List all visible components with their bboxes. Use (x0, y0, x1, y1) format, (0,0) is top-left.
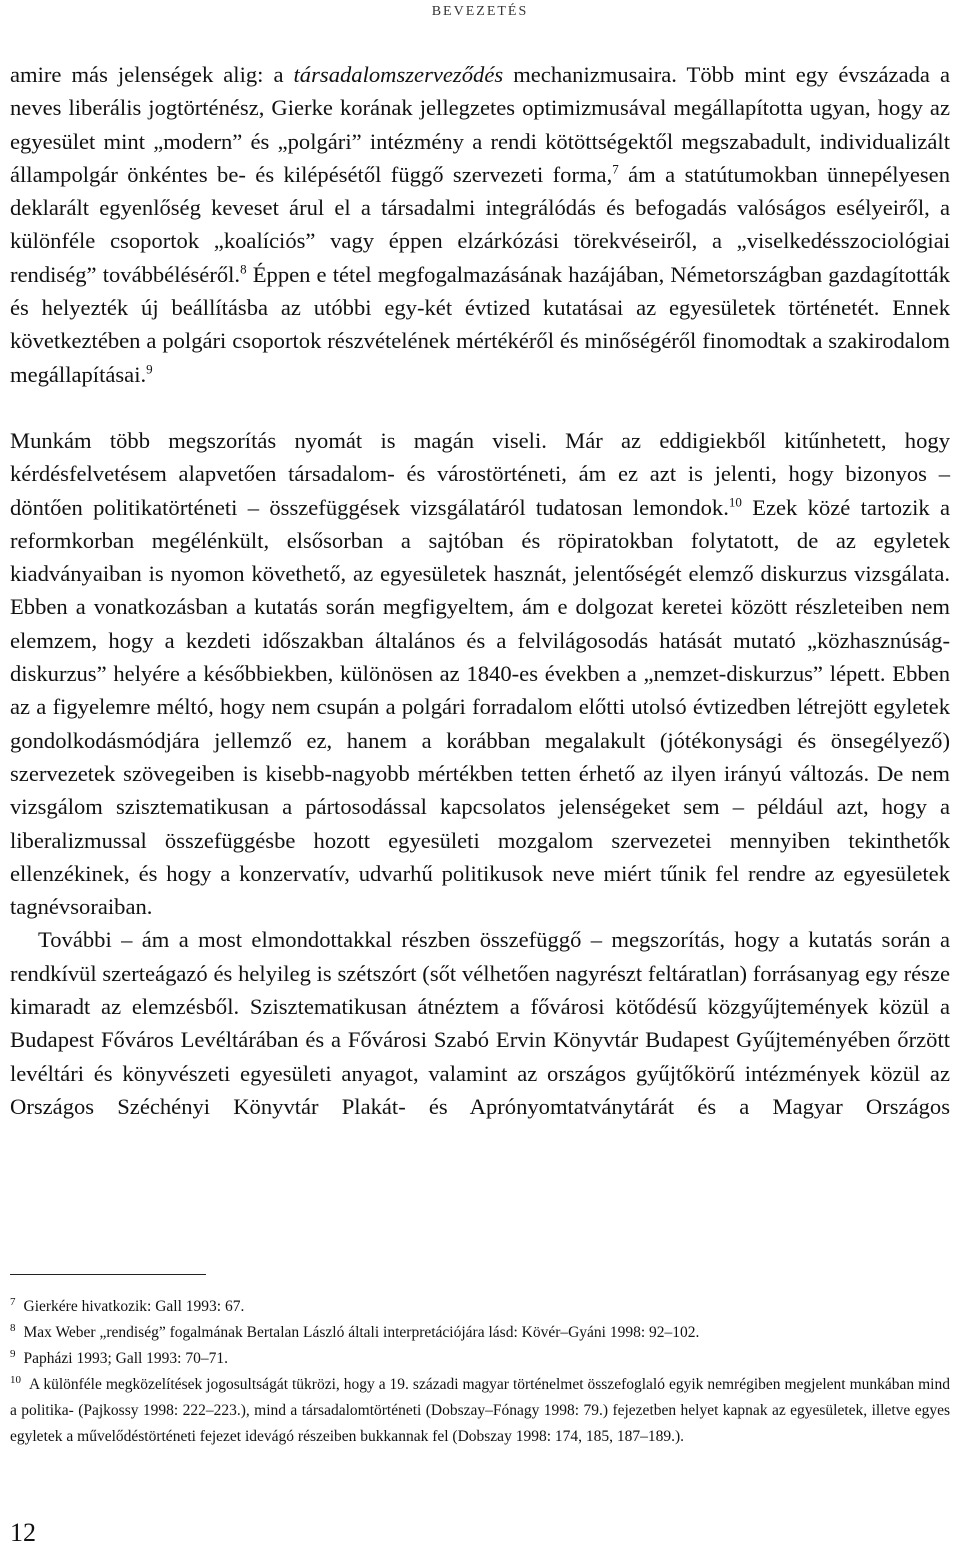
page-number: 12 (10, 1518, 36, 1547)
footnote-ref-8[interactable]: 8 (240, 261, 247, 277)
paragraph-1 (10, 58, 950, 391)
footnote-number: 8 (10, 1321, 16, 1334)
footnotes (10, 1294, 950, 1450)
footnote-8 (10, 1320, 950, 1346)
footnote-separator (10, 1274, 206, 1275)
footnote-10 (10, 1372, 950, 1450)
footnote-text: Max Weber „rendiség” fogalmának Bertalan László általi interpretációjára lásd: Kövér–Gyáni 1998: 92–102. (23, 1324, 700, 1341)
paragraph-1-part-c: ám a statútumokban ünnepélyesen deklarált egyenlőség keveset árul el a társadalmi integrálódás és befogadás valóságos esélyeiről, a különféle csoportok „koalíciós” vagy éppen elzárkózási törekvéseiről, a „viselkedésszociológiai rendiség” továbbéléséről. (10, 161, 950, 287)
paragraph-1-part-a: amire más jelenségek alig: a (10, 62, 294, 87)
footnote-7 (10, 1294, 950, 1320)
footnote-ref-9[interactable]: 9 (146, 361, 153, 377)
footnote-text: A különféle megközelítések jogosultságát tükrözi, hogy a 19. századi magyar történelmet összefoglaló egyik nemrégiben megjelent munkában mind a politika- (Pajkossy 1998: 222–223.), mind a társadalomtörténeti (Dobszay–Fónagy 1998: 79.) fejezetben helyet kapnak az egyesületek, illetve egyes egyletek a művelődéstörténeti fejezet idevágó részeiben bukkannak fel (Dobszay 1998: 174, 185, 187–189.). (10, 1376, 950, 1445)
footnote-ref-7[interactable]: 7 (612, 161, 619, 177)
footnote-9 (10, 1346, 950, 1372)
footnote-text: Papházi 1993; Gall 1993: 70–71. (23, 1350, 228, 1367)
paragraph-1-part-d: Éppen e tétel megfogalmazásának hazájában, Németországban gazdagították és helyezték új beállításba az utóbbi egy-két évtized kutatásai az egyesületek történetét. Ennek következtében a polgári csoportok részvételének mértékéről és minőségéről finomodtak a szakirodalom megállapításai. (10, 261, 950, 387)
footnote-number: 10 (10, 1373, 21, 1386)
running-head: BEVEZETÉS (431, 4, 529, 19)
footnote-number: 9 (10, 1347, 16, 1360)
paragraph-1-part-b: mechanizmusaira. Több mint egy évszázada a neves liberális jogtörténész, Gierke korának jellegzetes optimizmusával megállapította ugyan, hogy az egyesület mint „modern” és „polgári” intézmény a rendi kötöttségektől megszabadult, individualizált állampolgár önkéntes be- és kilépésétől függő szervezeti forma, (10, 62, 950, 187)
paragraph-2 (10, 424, 950, 923)
paragraph-3: További – ám a most elmondottakkal részben összefüggő – megszorítás, hogy a kutatás során a rendkívül szerteágazó és helyileg is szétszórt (sőt vélhetően nagyrészt feltáratlan) forrásanyag egy része kimaradt az elemzésből. Szisztematikusan átnéztem a fővárosi kötődésű közgyűjtemények közül a Budapest Főváros Levéltárában és a Fővárosi Szabó Ervin Könyvtár Budapest Gyűjteményében őrzött levéltári és könyvészeti egyesületi anyagot, valamint az országos gyűjtőkörű intézmények közül az Országos Széchényi Könyvtár Plakát- és Aprónyomtatványtárát és a Magyar Országos (10, 927, 950, 1119)
paragraph-2-part-a: Munkám több megszorítás nyomát is magán viseli. Már az eddigiekből kitűnhetett, hogy kérdésfelvetésem alapvetően társadalom- és várostörténeti, ám ez azt is jelenti, hogy bizonyos – döntően politikatörténeti – összefüggések vizsgálatáról tudatosan lemondok. (10, 427, 950, 520)
italic-term: társadalomszerveződés (293, 62, 504, 87)
footnote-text: Gierkére hivatkozik: Gall 1993: 67. (23, 1298, 245, 1315)
footnote-ref-10[interactable]: 10 (728, 494, 742, 510)
paragraph-2-part-b: Ezek közé tartozik a reformkorban megélénkült, elsősorban a sajtóban és röpiratokban folytatott, de az egyletek kiadványaiban is nyomon követhető, az egyesületek hasznát, jelentőségét elemző diskurzus vizsgálata. Ebben a vonatkozásban a kutatás során megfigyeltem, ám e dolgozat keretei között részleteiben nem elemzem, hogy a kezdeti időszakban általános és a felvilágosodás hatását mutató „közhasznúság-diskurzus” helyére a későbbiekben, különösen az 1840-es években a „nemzet-diskurzus” lépett. Ebben az a figyelemre méltó, hogy nem csupán a polgári forradalom előtti utolsó évtizedben létrejött egyletek gondolkodásmódjára jellemző ez, hanem a korábban megalakult (jótékonysági és önsegélyező) szervezetek szövegeiben is kisebb-nagyobb mértékben tetten érhető az ilyen irányú változás. De nem vizsgálom szisztematikusan a pártosodással kapcsolatos jelenségeket sem – például azt, hogy a liberalizmussal összefüggésbe hozott egyesületi mozgalom szervezetei mennyiben tekinthetők ellenzékinek, és hogy a konzervatív, udvarhű politikusok neve miért tűnik fel rendre az egyesületek tagnévsoraiban. (10, 494, 951, 920)
footnote-number: 7 (10, 1295, 16, 1308)
main-text (10, 58, 950, 1123)
